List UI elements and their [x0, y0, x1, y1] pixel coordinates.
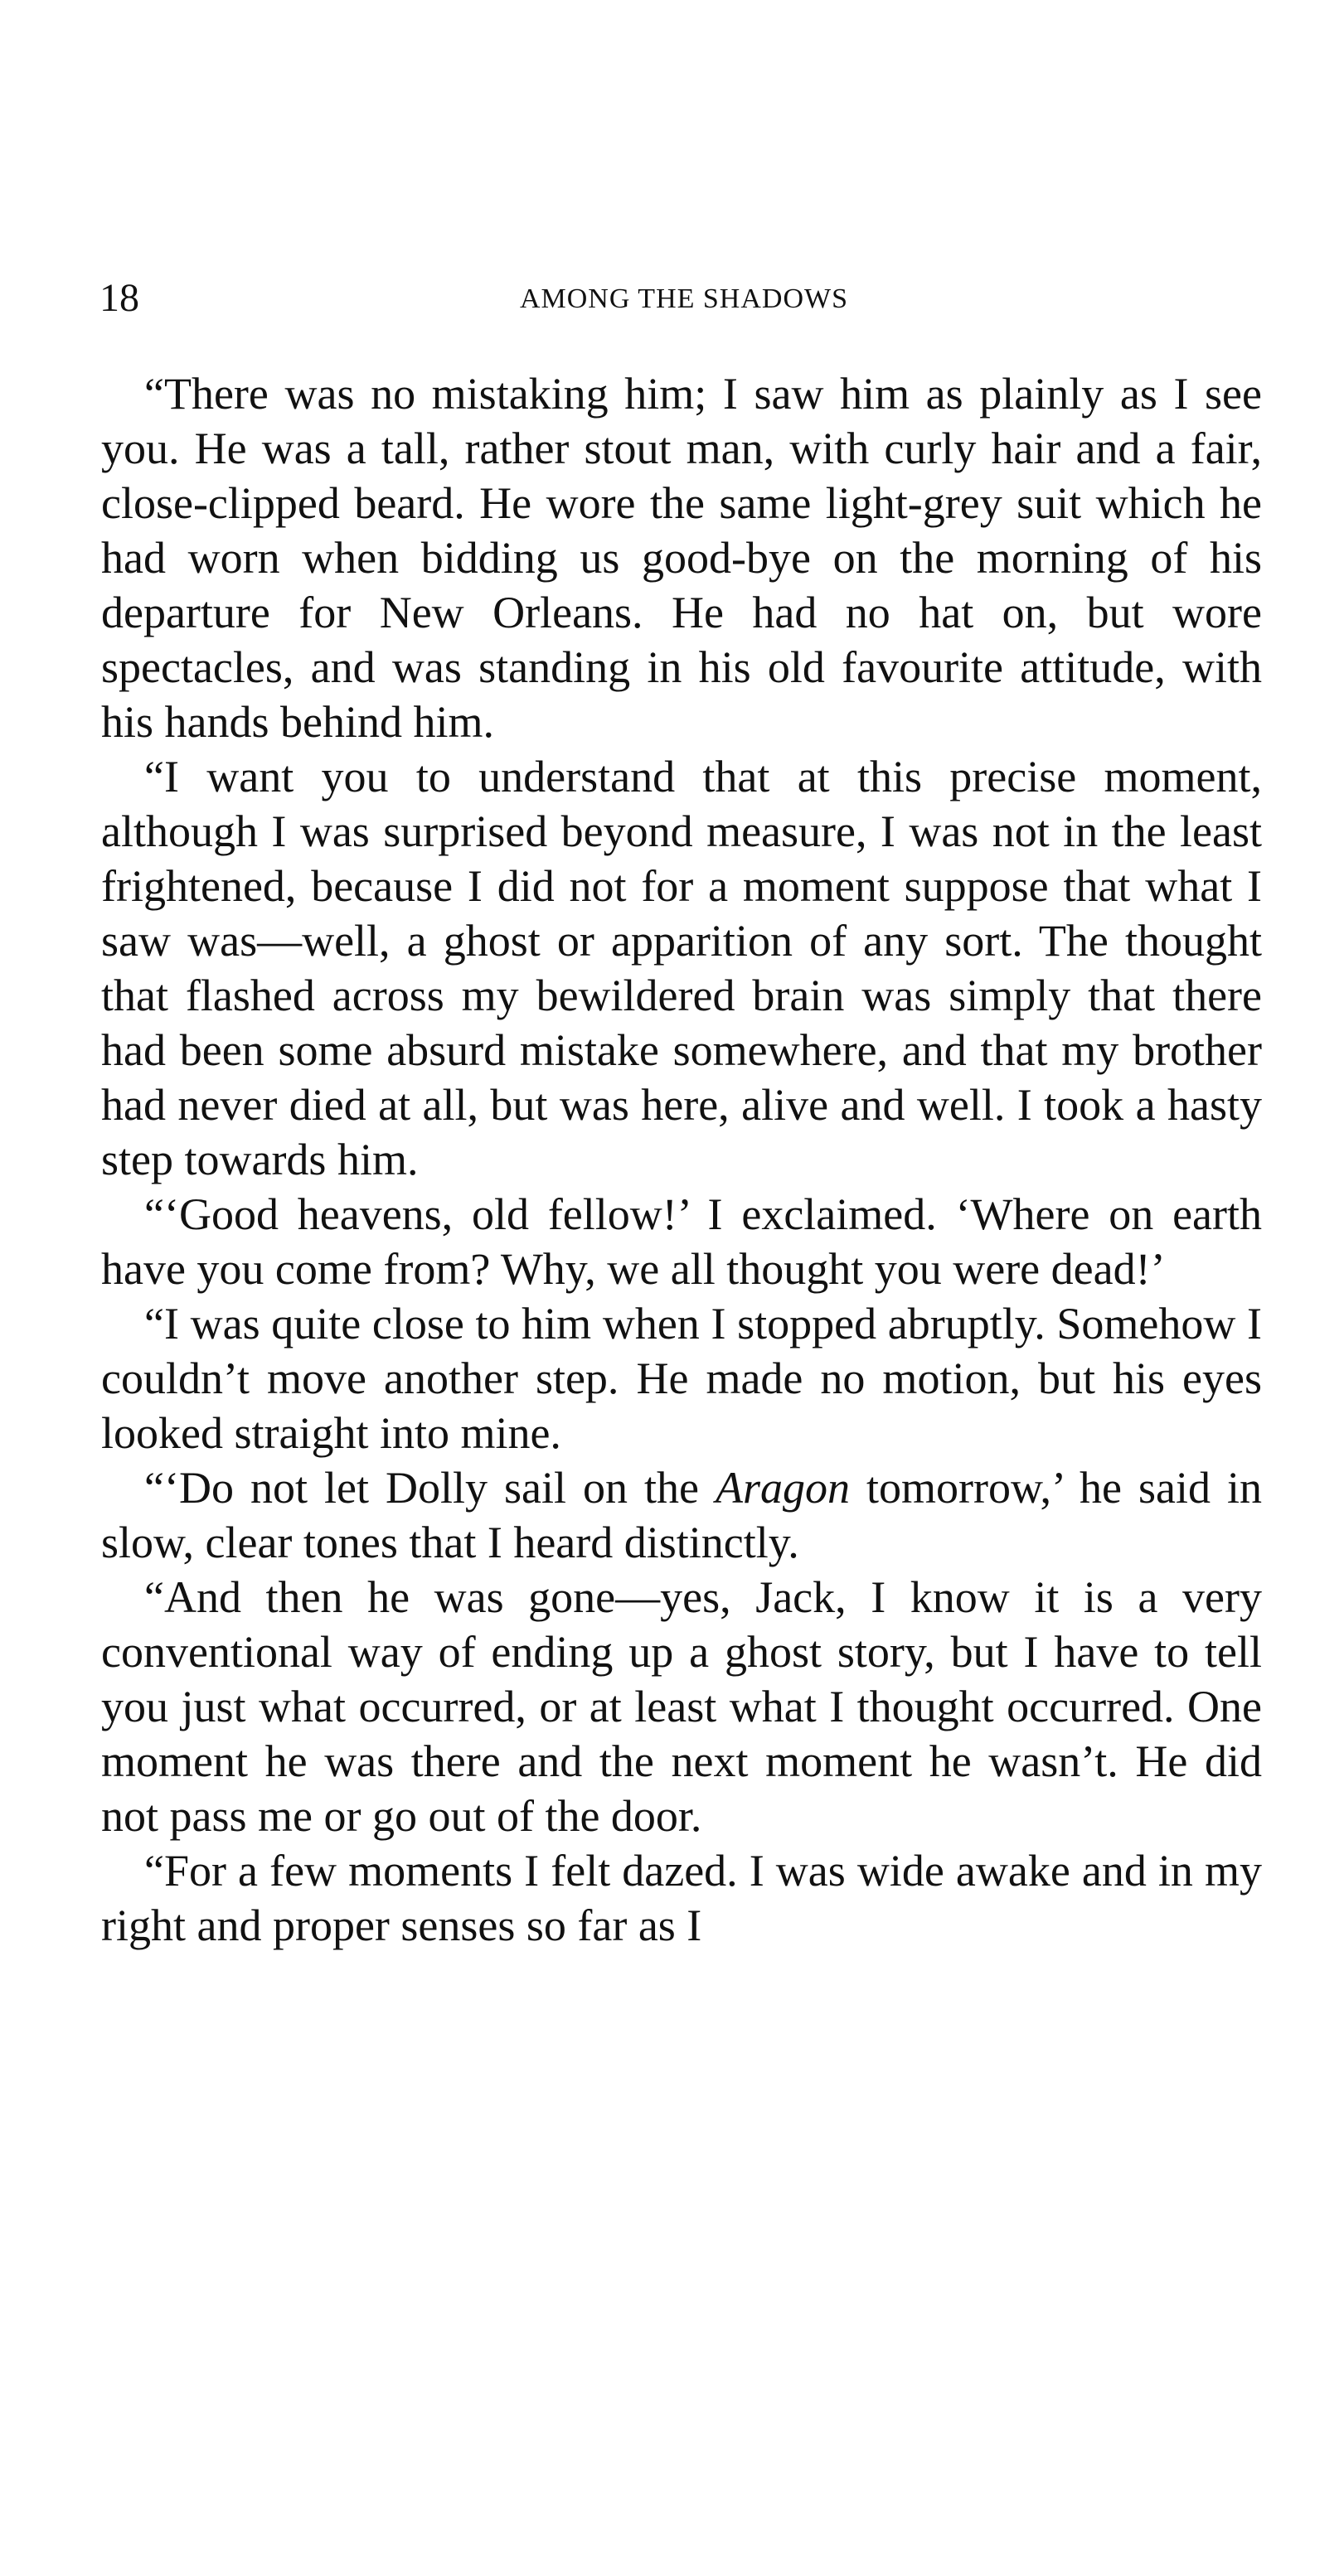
paragraph-5-text-before: “‘Do not let Dolly sail on the	[144, 1463, 716, 1513]
paragraph-1: “There was no mistaking him; I saw him as plainly as I see you. He was a tall, rather stout man, with curly hair and a fair, close-clipped beard. He wore the same light-grey suit which he had worn when bidding us good-bye on the morning of his departure for New Orleans. He had no hat on, but wore spectacles, and was standing in his old favourite attitude, with his hands behind him.	[101, 369, 1262, 747]
body-text	[101, 366, 1262, 1953]
ship-name-italic: Aragon	[716, 1463, 851, 1513]
paragraph-5-text-after: tomorrow,’ he said in slow, clear tones that I heard distinctly.	[101, 1463, 1262, 1567]
paragraph-3: “‘Good heavens, old fellow!’ I exclaimed. ‘Where on earth have you come from? Why, we all thought you were dead!’	[101, 1189, 1262, 1294]
paragraph-6: “And then he was gone—yes, Jack, I know it is a very conventional way of ending up a ghost story, but I have to tell you just what occurred, or at least what I thought occurred. One moment he was there and the next moment he wasn’t. He did not pass me or go out of the door.	[101, 1572, 1262, 1841]
page-number: 18	[99, 276, 139, 320]
running-title: AMONG THE SHADOWS	[519, 283, 849, 314]
running-head	[99, 274, 1269, 323]
paragraph-5	[101, 1460, 1262, 1570]
paragraph-4: “I was quite close to him when I stopped abruptly. Somehow I couldn’t move another step. He made no motion, but his eyes looked straight into mine.	[101, 1299, 1262, 1458]
paragraph-2: “I want you to understand that at this precise moment, although I was surprised beyond measure, I was not in the least frightened, because I did not for a moment suppose that what I saw was—well, a ghost or apparition of any sort. The thought that flashed across my bewildered brain was simply that there had been some absurd mistake somewhere, and that my brother had never died at all, but was here, alive and well. I took a hasty step towards him.	[101, 752, 1262, 1184]
paragraph-7: “For a few moments I felt dazed. I was wide awake and in my right and proper senses so far as I	[101, 1846, 1262, 1950]
